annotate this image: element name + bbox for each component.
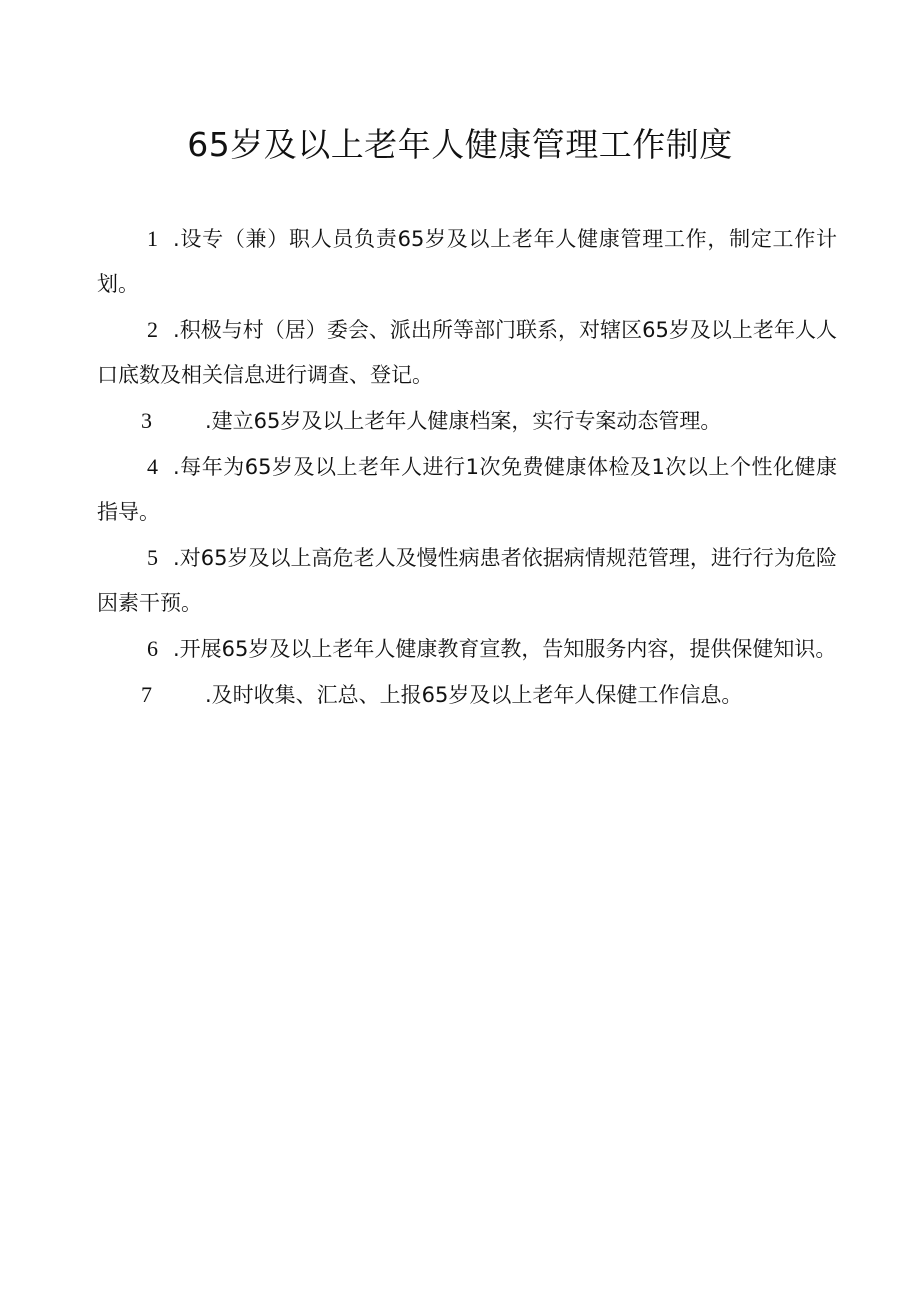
regulation-item-1 (97, 216, 837, 307)
regulation-list (97, 216, 837, 718)
item-number: 6 (147, 636, 158, 661)
item-text: .开展65岁及以上老年人健康教育宣教，告知服务内容，提供保健知识。 (173, 637, 837, 661)
item-text: .每年为65岁及以上老年人进行1次免费健康体检及1次以上个性化健康指导。 (97, 455, 837, 524)
regulation-item-3 (97, 398, 837, 444)
item-text: .对65岁及以上高危老人及慢性病患者依据病情规范管理，进行行为危险因素干预。 (97, 546, 837, 615)
regulation-item-7 (97, 672, 837, 718)
regulation-item-5 (97, 535, 837, 626)
item-number: 4 (147, 454, 158, 479)
item-text: .积极与村（居）委会、派出所等部门联系，对辖区65岁及以上老年人人口底数及相关信息进行调查、登记。 (97, 318, 837, 387)
regulation-item-2 (97, 307, 837, 398)
regulation-item-4 (97, 444, 837, 535)
item-text: .设专（兼）职人员负责65岁及以上老年人健康管理工作，制定工作计划。 (97, 227, 837, 296)
item-number: 7 (141, 682, 152, 707)
regulation-item-6 (97, 626, 837, 672)
item-number: 1 (147, 226, 158, 251)
document-title: 65岁及以上老年人健康管理工作制度 (187, 125, 733, 164)
item-text: .及时收集、汇总、上报65岁及以上老年人保健工作信息。 (205, 683, 743, 707)
item-number: 2 (147, 317, 158, 342)
item-number: 3 (141, 408, 152, 433)
item-number: 5 (147, 545, 158, 570)
item-text: .建立65岁及以上老年人健康档案，实行专案动态管理。 (205, 409, 722, 433)
